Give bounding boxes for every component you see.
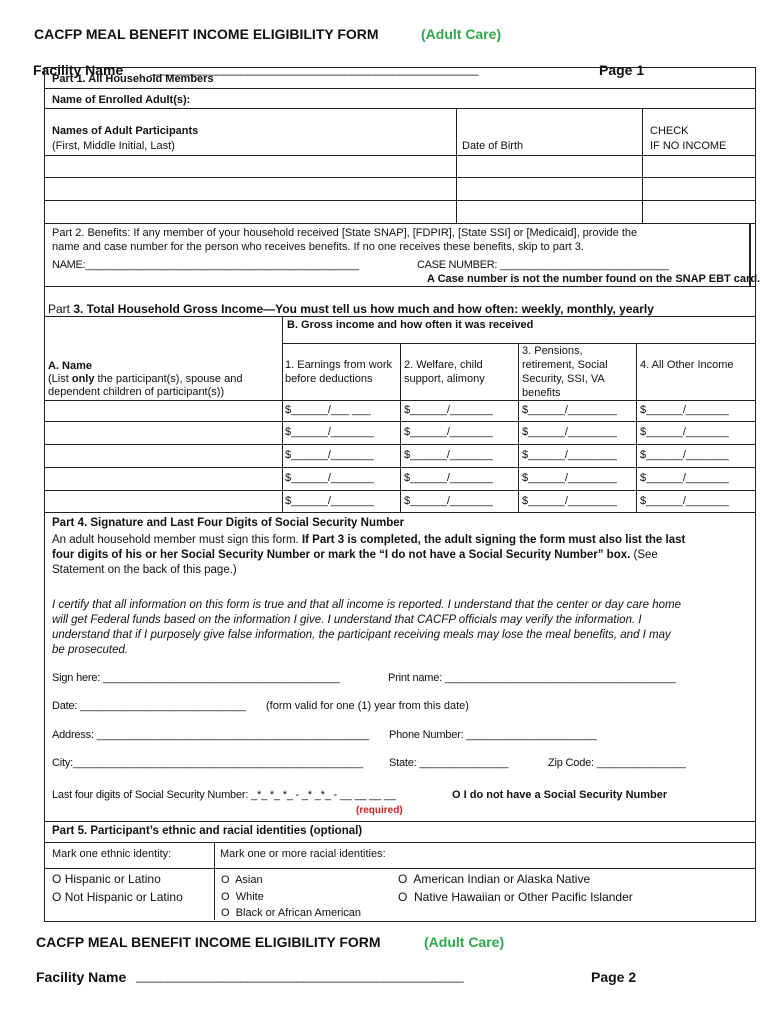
participant-name-field[interactable] [46,178,455,199]
certification-line4: be prosecuted. [52,644,129,656]
race-option-white[interactable]: O White [221,891,264,903]
part4-heading: Part 4. Signature and Last Four Digits of Social Security Number [52,517,405,529]
part4-instructions-line2: four digits of his or her Social Security Number or mark the “I do not have a Social Security Number” box. (See [52,549,658,561]
col-a-subheader-2: dependent children of participant(s)) [48,386,225,398]
state-field[interactable]: State: _______________ [389,757,509,769]
facility-name-field[interactable]: ______________________________________________________ [150,62,478,76]
income-other-field[interactable]: $______/_______ [640,404,729,416]
date-of-birth-field[interactable] [457,156,641,176]
income-pensions-field[interactable]: $______/________ [522,495,617,507]
col1-subheader: before deductions [285,373,373,385]
participant-name-field[interactable] [46,201,455,222]
income-pensions-field[interactable]: $______/________ [522,404,617,416]
date-field[interactable]: Date: ____________________________ [52,700,246,712]
certification-line3: understand that if I purposely give false information, the participant receiving meals may lose the meal benefits, and I may [52,629,671,641]
certification-line2: will get Federal funds based on the information I give. I understand that CACFP officials may verify the information. I [52,614,642,626]
part2-text-line2: name and case number for the person who receives benefits. If no one receives these benefits, skip to part 3. [52,241,584,253]
col-b-header: B. Gross income and how often it was received [287,319,534,331]
income-earnings-field[interactable]: $______/_______ [285,449,374,461]
radio-icon: O [52,890,62,904]
sign-here-field[interactable]: Sign here: ________________________________________ [52,672,340,684]
date-of-birth-field[interactable] [457,201,641,222]
radio-icon: O [221,874,230,886]
col3-subheader-3: benefits [522,387,561,399]
racial-identity-label: Mark one or more racial identities: [220,848,386,860]
radio-icon: O [398,890,408,904]
certification-line1: I certify that all information on this form is true and that all income is reported. I understand that the center or day care home [52,599,681,611]
income-name-field[interactable] [46,422,281,443]
income-welfare-field[interactable]: $______/_______ [404,472,493,484]
income-earnings-field[interactable]: $______/_______ [285,495,374,507]
radio-icon: O [52,872,62,886]
col-check-header: CHECK [650,125,689,137]
col3-subheader-2: Security, SSI, VA [522,373,605,385]
benefits-name-field[interactable]: NAME:_______________________________________________ [52,259,359,271]
footer-page-number: Page 2 [591,969,637,985]
race-option-black[interactable]: O Black or African American [221,907,362,919]
form-subtitle: (Adult Care) [421,26,502,42]
col4-header: 4. All Other Income [640,359,734,371]
ethnic-option-hispanic[interactable]: O Hispanic or Latino [52,872,161,886]
ethnic-option-not-hispanic[interactable]: O Not Hispanic or Latino [52,890,183,904]
facility-name-label: Facility Name [33,62,124,78]
enrolled-adults-label: Name of Enrolled Adult(s): [52,94,191,106]
col1-header: 1. Earnings from work [285,359,392,371]
part5-heading: Part 5. Participant’s ethnic and racial identities (optional) [52,825,363,837]
income-pensions-field[interactable]: $______/________ [522,472,617,484]
case-number-note: A Case number is not the number found on the SNAP EBT card. [427,273,761,285]
part2-text-line1: Part 2. Benefits: If any member of your household received [State SNAP], [FDPIR], [State SSI] or [Medicaid], provide the [52,227,638,239]
income-other-field[interactable]: $______/_______ [640,426,729,438]
income-welfare-field[interactable]: $______/_______ [404,404,493,416]
ssn-field[interactable]: Last four digits of Social Security Number: _*_ *_ *_ - _* _*_ - __ __ __ __ [52,789,396,801]
col-check-subheader: IF NO INCOME [650,140,727,152]
income-welfare-field[interactable]: $______/_______ [404,426,493,438]
col-a-subheader: (List only the participant(s), spouse and [48,373,243,385]
income-welfare-field[interactable]: $______/_______ [404,495,493,507]
income-other-field[interactable]: $______/_______ [640,495,729,507]
income-pensions-field[interactable]: $______/________ [522,426,617,438]
radio-icon: O [221,907,230,919]
race-option-american-indian[interactable]: O American Indian or Alaska Native [398,872,591,886]
part4-instructions-line1: An adult household member must sign this form. If Part 3 is completed, the adult signing the form must also list the last [52,534,686,546]
footer-facility-label: Facility Name [36,969,127,985]
race-option-pacific-islander[interactable]: O Native Hawaiian or Other Pacific Islander [398,890,633,904]
income-name-field[interactable] [46,445,281,466]
col2-header: 2. Welfare, child [404,359,483,371]
zip-code-field[interactable]: Zip Code: _______________ [548,757,686,769]
income-name-field[interactable] [46,468,281,489]
address-field[interactable]: Address: ______________________________________________ [52,729,369,741]
print-name-field[interactable]: Print name: _______________________________________ [388,672,676,684]
ssn-required-note: (required) [356,805,403,816]
footer-form-subtitle: (Adult Care) [424,934,505,950]
date-of-birth-field[interactable] [457,178,641,199]
col-a-header: A. Name [48,360,93,372]
income-earnings-field[interactable]: $______/_______ [285,472,374,484]
income-name-field[interactable] [46,401,281,420]
income-pensions-field[interactable]: $______/________ [522,449,617,461]
phone-number-field[interactable]: Phone Number: ______________________ [389,729,597,741]
part3-heading: Part 3. Total Household Gross Income—You must tell us how much and how often: weekly, monthly, yearly [48,302,654,316]
footer-facility-field[interactable]: _____________________________________________________ [136,969,464,983]
income-name-field[interactable] [46,491,281,511]
no-income-checkbox[interactable] [643,201,754,222]
page-number: Page 1 [599,62,645,78]
col3-subheader: retirement, Social [522,359,608,371]
part1-heading: Part 1. All Household Members [52,73,214,85]
income-welfare-field[interactable]: $______/_______ [404,449,493,461]
date-validity-note: (form valid for one (1) year from this date) [266,700,469,712]
form-title: CACFP MEAL BENEFIT INCOME ELIGIBILITY FORM [34,26,379,42]
city-field[interactable]: City:_________________________________________________ [52,757,363,769]
ethnic-identity-label: Mark one ethnic identity: [52,848,172,860]
no-income-checkbox[interactable] [643,156,754,176]
radio-icon: O [398,872,408,886]
col-names-subheader: (First, Middle Initial, Last) [52,140,175,152]
income-earnings-field[interactable]: $______/_______ [285,426,374,438]
race-option-asian[interactable]: O Asian [221,874,263,886]
col-dob-header: Date of Birth [462,140,524,152]
col-names-header: Names of Adult Participants [52,125,199,137]
no-ssn-checkbox[interactable]: O I do not have a Social Security Number [452,789,668,801]
income-other-field[interactable]: $______/_______ [640,472,729,484]
radio-icon: O [221,891,230,903]
participant-name-field[interactable] [46,156,455,176]
case-number-field[interactable]: CASE NUMBER: _____________________________ [417,259,669,271]
income-other-field[interactable]: $______/_______ [640,449,729,461]
no-income-checkbox[interactable] [643,178,754,199]
col2-subheader: support, alimony [404,373,485,385]
footer-form-title: CACFP MEAL BENEFIT INCOME ELIGIBILITY FORM [36,934,381,950]
part4-instructions-line3: Statement on the back of this page.) [52,564,237,576]
income-earnings-field[interactable]: $______/___ ___ [285,404,371,416]
col3-header: 3. Pensions, [522,345,583,357]
